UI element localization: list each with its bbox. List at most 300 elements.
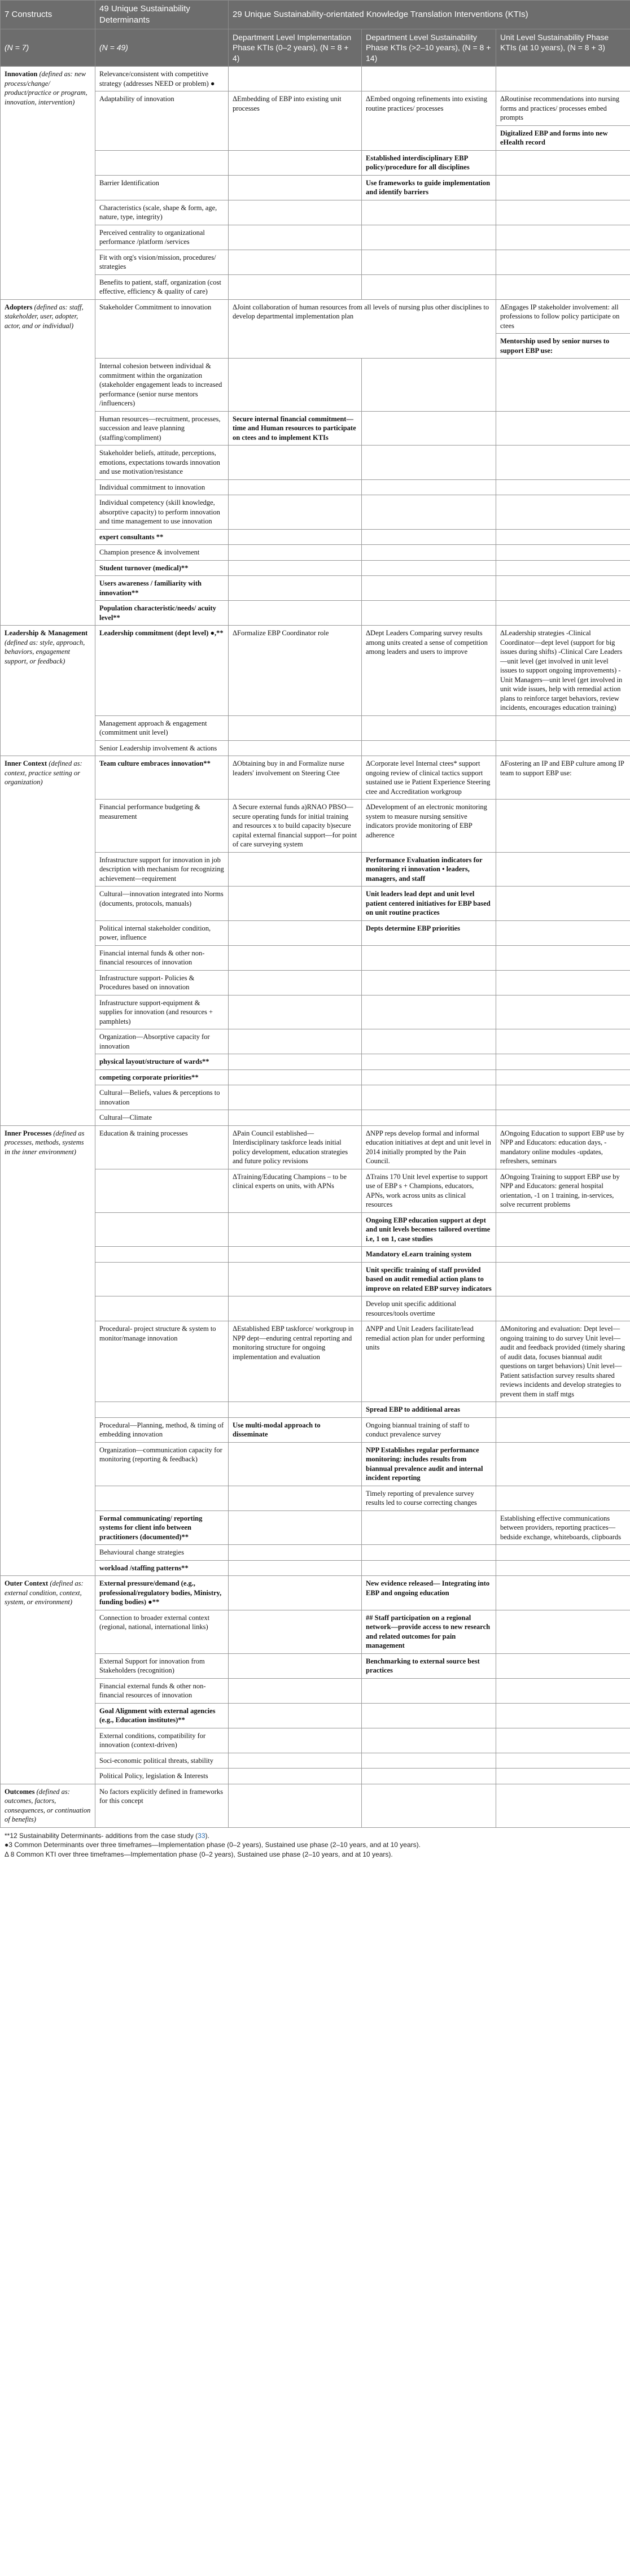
kti-sustainability-dept-cell bbox=[362, 1653, 496, 1678]
kti-sustainability-dept-cell bbox=[362, 495, 496, 530]
determinant-cell bbox=[95, 250, 229, 274]
kti-implementation-cell bbox=[229, 1247, 362, 1263]
determinant-cell bbox=[95, 1486, 229, 1510]
kti-sustainability-unit-cell bbox=[496, 1442, 630, 1486]
kti-implementation-cell bbox=[229, 560, 362, 576]
kti-sustainability-dept-text: NPP Establishes regular performance monitoring: includes results from biannual prevalence audit and internal incident reporting bbox=[366, 1446, 483, 1482]
kti-sustainability-unit-text: Mentorship used by senior nurses to support EBP use: bbox=[496, 333, 630, 355]
determinant-text: Characteristics (scale, shape & form, age, nature, type, integrity) bbox=[99, 203, 217, 221]
determinant-cell bbox=[95, 715, 229, 740]
construct-definition: (defined as processes, methods, systems in the inner environment) bbox=[5, 1129, 85, 1156]
kti-sustainability-dept-text: ΔEmbed ongoing refinements into existing routine practices/ processes bbox=[366, 95, 487, 112]
kti-sustainability-dept-cell bbox=[362, 800, 496, 853]
construct-cell bbox=[1, 1125, 95, 1576]
kti-sustainability-dept-text: Established interdisciplinary EBP policy/procedure for all disciplines bbox=[366, 154, 470, 171]
table-row bbox=[1, 1486, 630, 1510]
table-row bbox=[1, 250, 630, 274]
kti-sustainability-unit-text: ΔMonitoring and evaluation: Dept level—ongoing training to do survey Unit level—audit and feedback provided (timely sharing of audit data, focuses biannual audit questions on target behaviors) Unit level—Patient satisfaction survey results shared reviews incidents and develop strategies to prevent them in staff mtgs bbox=[500, 1325, 625, 1398]
header-n-sustainability-dept: (N = 8 + 14) bbox=[366, 43, 491, 63]
kti-sustainability-dept-text: Unit specific training of staff provided based on audit remedial action plans to improve on related EBP survey indicators bbox=[366, 1265, 492, 1293]
determinant-text: Organization—communication capacity for monitoring (reporting & feedback) bbox=[99, 1446, 222, 1463]
kti-sustainability-dept-cell bbox=[362, 1678, 496, 1703]
kti-sustainability-dept-cell bbox=[362, 1486, 496, 1510]
kti-implementation-text: Δ Secure external funds a)RNAO PBSO—secure operating funds for initial training and resources x to build capacity b)secure capital external financial support—for point of care surveying system bbox=[233, 803, 357, 848]
kti-sustainability-dept-cell bbox=[362, 945, 496, 970]
determinant-text: Adaptability of innovation bbox=[99, 95, 174, 103]
determinant-text: Political Policy, legislation & Interests bbox=[99, 1772, 208, 1780]
kti-sustainability-dept-cell bbox=[362, 995, 496, 1029]
construct-cell bbox=[1, 299, 95, 626]
kti-sustainability-dept-cell bbox=[362, 1247, 496, 1263]
determinant-cell bbox=[95, 1753, 229, 1769]
kti-sustainability-dept-cell bbox=[362, 67, 496, 91]
determinant-text: Financial external funds & other non-financial resources of innovation bbox=[99, 1682, 206, 1699]
kti-sustainability-dept-cell bbox=[362, 200, 496, 225]
kti-sustainability-dept-cell bbox=[362, 1753, 496, 1769]
table-row bbox=[1, 626, 630, 716]
kti-implementation-cell bbox=[229, 1321, 362, 1402]
kti-implementation-cell bbox=[229, 529, 362, 545]
kti-sustainability-dept-cell bbox=[362, 1212, 496, 1247]
kti-implementation-text: ΔJoint collaboration of human resources from all levels of nursing plus other disciplines to develop departmental implementation plan bbox=[233, 303, 489, 320]
table-row bbox=[1, 1296, 630, 1321]
determinant-text: Human resources—recruitment, processes, succession and leave planning (staffing/compliment) bbox=[99, 414, 221, 442]
footnote-2: ●3 Common Determinants over three timeframes—Implementation phase (0–2 years), Sustained use phase (2–10 years, and at 10 years). bbox=[5, 1841, 421, 1849]
table-row bbox=[1, 1125, 630, 1169]
kti-sustainability-dept-text: ## Staff participation on a regional network—provide access to new research and related outcomes for pain management bbox=[366, 1613, 491, 1649]
kti-sustainability-unit-cell bbox=[496, 1753, 630, 1769]
determinant-text: Procedural- project structure & system to monitor/manage innovation bbox=[99, 1325, 216, 1342]
kti-sustainability-dept-cell bbox=[362, 1442, 496, 1486]
construct-definition: (defined as: outcomes, factors, consequences, or continuation of benefits) bbox=[5, 1787, 91, 1823]
table-row bbox=[1, 852, 630, 887]
table-row bbox=[1, 970, 630, 995]
kti-implementation-cell bbox=[229, 626, 362, 716]
kti-sustainability-dept-cell bbox=[362, 1054, 496, 1070]
kti-sustainability-dept-cell bbox=[362, 1125, 496, 1169]
table-row bbox=[1, 200, 630, 225]
kti-sustainability-unit-cell bbox=[496, 1545, 630, 1561]
kti-sustainability-dept-cell bbox=[362, 1029, 496, 1054]
kti-sustainability-dept-cell bbox=[362, 1560, 496, 1576]
determinant-cell bbox=[95, 1029, 229, 1054]
determinant-text: Soci-economic political threats, stability bbox=[99, 1756, 214, 1765]
determinant-text: External Support for innovation from Stakeholders (recognition) bbox=[99, 1657, 205, 1674]
table-row bbox=[1, 1545, 630, 1561]
kti-sustainability-dept-cell bbox=[362, 887, 496, 921]
determinant-text: Cultural—innovation integrated into Norms (documents, protocols, manuals) bbox=[99, 890, 224, 907]
table-row bbox=[1, 479, 630, 495]
determinant-text: Goal Alignment with external agencies (e.g., Education institutes)** bbox=[99, 1706, 216, 1724]
kti-sustainability-unit-cell bbox=[496, 1610, 630, 1653]
determinant-cell bbox=[95, 1545, 229, 1561]
determinant-text: Infrastructure support- Policies & Procedures based on innovation bbox=[99, 973, 195, 991]
table-row bbox=[1, 1212, 630, 1247]
footnote-3: Δ 8 Common KTI over three timeframes—Implementation phase (0–2 years), Sustained use phase (2–10 years, and at 10 years). bbox=[5, 1850, 393, 1859]
kti-sustainability-dept-text: Depts determine EBP priorities bbox=[366, 924, 460, 932]
determinant-text: External conditions, compatibility for innovation (context-driven) bbox=[99, 1731, 206, 1749]
kti-sustainability-dept-cell bbox=[362, 411, 496, 446]
kti-sustainability-unit-text: ΔFostering an IP and EBP culture among IP team to support EBP use: bbox=[500, 759, 624, 777]
kti-implementation-cell bbox=[229, 1703, 362, 1728]
kti-sustainability-dept-cell bbox=[362, 529, 496, 545]
determinant-cell bbox=[95, 887, 229, 921]
determinant-cell bbox=[95, 1610, 229, 1653]
kti-implementation-cell bbox=[229, 887, 362, 921]
kti-sustainability-dept-cell bbox=[362, 274, 496, 299]
kti-sustainability-unit-text: ΔRoutinise recommendations into nursing forms and practices/ processes embed prompts bbox=[500, 95, 620, 121]
kti-sustainability-unit-cell bbox=[496, 715, 630, 740]
kti-sustainability-dept-cell bbox=[362, 1703, 496, 1728]
kti-implementation-cell bbox=[229, 1296, 362, 1321]
kti-sustainability-unit-cell bbox=[496, 995, 630, 1029]
kti-sustainability-dept-text: ΔNPP reps develop formal and informal education initiatives at dept and unit level in 2014 initially prompted by the Pain Council. bbox=[366, 1129, 491, 1165]
kti-implementation-text: ΔTraining/Educating Champions – to be clinical experts on units, with APNs bbox=[233, 1172, 347, 1190]
header-constructs: 7 Constructs bbox=[1, 1, 95, 29]
construct-name: Leadership & Management bbox=[5, 629, 88, 637]
kti-implementation-cell bbox=[229, 545, 362, 561]
kti-sustainability-unit-cell bbox=[496, 495, 630, 530]
determinant-text: Management approach & engagement (commitment unit level) bbox=[99, 719, 207, 736]
kti-implementation-cell bbox=[229, 1054, 362, 1070]
kti-sustainability-dept-cell bbox=[362, 1296, 496, 1321]
kti-implementation-text: ΔPain Council established— Interdisciplinary taskforce leads initial policy development, education strategies and future policy revisions bbox=[233, 1129, 348, 1165]
kti-sustainability-dept-cell bbox=[362, 756, 496, 800]
construct-definition: (defined as: staff, stakeholder, user, adopter, actor, and or individual) bbox=[5, 303, 84, 330]
kti-implementation-cell bbox=[229, 359, 362, 412]
kti-sustainability-dept-text: Performance Evaluation indicators for monitoring ri innovation • leaders, managers, and staff bbox=[366, 855, 483, 883]
kti-sustainability-unit-cell bbox=[496, 299, 630, 359]
table-row bbox=[1, 800, 630, 853]
table-row bbox=[1, 1029, 630, 1054]
determinant-text: Education & training processes bbox=[99, 1129, 188, 1137]
header-ktis: 29 Unique Sustainability-orientated Knowledge Translation Interventions (KTIs) bbox=[229, 1, 630, 29]
kti-implementation-text: Secure internal financial commitment—time and Human resources to participate on ctees and to implement KTIs bbox=[233, 414, 356, 442]
determinant-cell bbox=[95, 576, 229, 601]
determinant-cell bbox=[95, 800, 229, 853]
kti-sustainability-unit-cell bbox=[496, 852, 630, 887]
kti-sustainability-dept-cell bbox=[362, 446, 496, 480]
kti-sustainability-unit-cell bbox=[496, 1576, 630, 1610]
kti-sustainability-unit-cell bbox=[496, 1212, 630, 1247]
determinant-cell bbox=[95, 560, 229, 576]
kti-sustainability-unit-cell bbox=[496, 1262, 630, 1296]
kti-implementation-cell bbox=[229, 1486, 362, 1510]
kti-sustainability-dept-cell bbox=[362, 576, 496, 601]
kti-sustainability-dept-text: Benchmarking to external source best practices bbox=[366, 1657, 480, 1674]
table-row bbox=[1, 1247, 630, 1263]
determinant-cell bbox=[95, 1110, 229, 1126]
table-row bbox=[1, 756, 630, 800]
kti-sustainability-unit-cell bbox=[496, 626, 630, 716]
kti-sustainability-unit-cell bbox=[496, 1296, 630, 1321]
determinant-text: workload /staffing patterns** bbox=[99, 1564, 189, 1572]
table-row bbox=[1, 150, 630, 175]
table-row bbox=[1, 715, 630, 740]
kti-sustainability-dept-cell bbox=[362, 1610, 496, 1653]
construct-name: Adopters bbox=[5, 303, 33, 311]
kti-sustainability-unit-cell bbox=[496, 1769, 630, 1784]
kti-sustainability-dept-cell bbox=[362, 1069, 496, 1085]
kti-implementation-cell bbox=[229, 1560, 362, 1576]
kti-sustainability-dept-text: ΔNPP and Unit Leaders facilitate/lead remedial action plan for under performing units bbox=[366, 1325, 485, 1351]
kti-sustainability-unit-cell bbox=[496, 1784, 630, 1827]
table-row bbox=[1, 299, 630, 359]
kti-sustainability-unit-cell bbox=[496, 800, 630, 853]
kti-sustainability-dept-text: ΔTrains 170 Unit level expertise to support use of EBP s + Champions, educators, APNs, work across units as clinical resources bbox=[366, 1172, 488, 1208]
kti-sustainability-unit-cell bbox=[496, 1653, 630, 1678]
kti-implementation-cell bbox=[229, 1125, 362, 1169]
determinant-cell bbox=[95, 1510, 229, 1545]
kti-sustainability-unit-cell bbox=[496, 920, 630, 945]
determinant-text: Stakeholder beliefs, attitude, perceptions, emotions, expectations towards innovation and use motivation/resistance bbox=[99, 449, 220, 475]
determinant-text: Stakeholder Commitment to innovation bbox=[99, 303, 212, 311]
determinant-cell bbox=[95, 756, 229, 800]
kti-sustainability-dept-cell bbox=[362, 1784, 496, 1827]
header-n-implementation: (N = 8 + 4) bbox=[233, 43, 349, 63]
determinant-text: Leadership commitment (dept level) ●,** bbox=[99, 629, 224, 637]
kti-implementation-cell bbox=[229, 852, 362, 887]
construct-cell bbox=[1, 1784, 95, 1827]
kti-sustainability-unit-cell bbox=[496, 1054, 630, 1070]
determinant-text: competing corporate priorities** bbox=[99, 1073, 199, 1081]
kti-sustainability-dept-cell bbox=[362, 601, 496, 626]
construct-name: Inner Context bbox=[5, 759, 47, 767]
kti-sustainability-unit-cell bbox=[496, 225, 630, 250]
kti-implementation-cell bbox=[229, 920, 362, 945]
kti-sustainability-dept-cell bbox=[362, 626, 496, 716]
header-sustainability-dept: Department Level Sustainability Phase KTIs (>2–10 years), (N = 8 + 14) bbox=[362, 29, 496, 66]
construct-cell bbox=[1, 626, 95, 756]
kti-implementation-cell bbox=[229, 411, 362, 446]
kti-implementation-cell bbox=[229, 715, 362, 740]
determinant-text: Procedural—Planning, method, & timing of embedding innovation bbox=[99, 1421, 224, 1438]
kti-implementation-cell bbox=[229, 1262, 362, 1296]
kti-sustainability-unit-cell bbox=[496, 1169, 630, 1212]
kti-sustainability-dept-text: Unit leaders lead dept and unit level patient centered initiatives for EBP based on unit routine practices bbox=[366, 890, 491, 916]
kti-implementation-text: ΔObtaining buy in and Formalize nurse leaders' involvement on Steering Ctee bbox=[233, 759, 344, 777]
determinant-text: Student turnover (medical)** bbox=[99, 564, 189, 572]
kti-implementation-cell bbox=[229, 1678, 362, 1703]
determinant-text: External pressure/demand (e.g., professional/regulatory bodies, Ministry, funding bodies) ●** bbox=[99, 1579, 222, 1606]
table-row bbox=[1, 1560, 630, 1576]
kti-sustainability-dept-text: Timely reporting of prevalence survey results led to course correcting changes bbox=[366, 1489, 477, 1507]
kti-sustainability-unit-cell bbox=[496, 1510, 630, 1545]
kti-sustainability-unit-cell bbox=[496, 945, 630, 970]
determinant-text: Team culture embraces innovation** bbox=[99, 759, 211, 767]
determinant-text: Benefits to patient, staff, organization (cost effective, efficiency & quality of care) bbox=[99, 278, 221, 295]
determinant-text: Individual competency (skill knowledge, absorptive capacity) to perform innovation and time management to use innovation bbox=[99, 499, 220, 525]
kti-sustainability-dept-cell bbox=[362, 150, 496, 175]
determinant-text: Financial performance budgeting & measurement bbox=[99, 803, 200, 820]
table-row bbox=[1, 740, 630, 756]
kti-sustainability-unit-cell bbox=[496, 359, 630, 412]
kti-sustainability-unit-cell bbox=[496, 1321, 630, 1402]
construct-cell bbox=[1, 756, 95, 1126]
determinant-cell bbox=[95, 359, 229, 412]
determinant-text: Financial internal funds & other non-financial resources of innovation bbox=[99, 949, 205, 966]
kti-sustainability-dept-cell bbox=[362, 852, 496, 887]
determinant-cell bbox=[95, 411, 229, 446]
kti-implementation-cell bbox=[229, 1029, 362, 1054]
kti-implementation-cell bbox=[229, 1653, 362, 1678]
determinant-cell bbox=[95, 1054, 229, 1070]
determinant-cell bbox=[95, 1769, 229, 1784]
kti-sustainability-dept-text: Ongoing EBP education support at dept and unit levels becomes tailored overtime i.e, 1 on 1, case studies bbox=[366, 1216, 491, 1243]
determinant-cell bbox=[95, 1560, 229, 1576]
kti-implementation-cell bbox=[229, 67, 362, 91]
table-row bbox=[1, 1753, 630, 1769]
kti-sustainability-dept-cell bbox=[362, 1769, 496, 1784]
kti-sustainability-dept-cell bbox=[362, 1576, 496, 1610]
kti-sustainability-dept-cell bbox=[362, 1262, 496, 1296]
kti-sustainability-unit-cell bbox=[496, 1417, 630, 1442]
determinant-cell bbox=[95, 299, 229, 359]
kti-sustainability-unit-text: Establishing effective communications between providers, reporting practices— bedside exchange, whiteboards, clipboards bbox=[500, 1514, 622, 1541]
table-row bbox=[1, 1054, 630, 1070]
kti-sustainability-dept-text: New evidence released— Integrating into EBP and ongoing education bbox=[366, 1579, 490, 1597]
kti-sustainability-dept-text: Spread EBP to additional areas bbox=[366, 1405, 460, 1413]
determinant-cell bbox=[95, 970, 229, 995]
kti-implementation-text: ΔFormalize EBP Coordinator role bbox=[233, 629, 329, 637]
determinant-cell bbox=[95, 225, 229, 250]
kti-implementation-cell bbox=[229, 299, 496, 359]
table-row bbox=[1, 1769, 630, 1784]
kti-sustainability-unit-cell bbox=[496, 1069, 630, 1085]
kti-implementation-cell bbox=[229, 200, 362, 225]
kti-sustainability-unit-cell bbox=[496, 1728, 630, 1753]
kti-implementation-cell bbox=[229, 945, 362, 970]
table-body bbox=[1, 67, 630, 1828]
determinant-cell bbox=[95, 67, 229, 91]
determinant-cell bbox=[95, 626, 229, 716]
determinant-cell bbox=[95, 274, 229, 299]
table-row bbox=[1, 1576, 630, 1610]
kti-implementation-cell bbox=[229, 1769, 362, 1784]
determinant-text: Champion presence & involvement bbox=[99, 548, 200, 556]
table-row bbox=[1, 560, 630, 576]
table-row bbox=[1, 1703, 630, 1728]
construct-definition: (defined as: new process/change/ product/practice or program, innovation, intervention) bbox=[5, 70, 88, 106]
kti-sustainability-dept-cell bbox=[362, 560, 496, 576]
kti-implementation-cell bbox=[229, 1110, 362, 1126]
determinant-cell bbox=[95, 1678, 229, 1703]
determinant-cell bbox=[95, 995, 229, 1029]
determinant-cell bbox=[95, 1653, 229, 1678]
kti-implementation-text: ΔEstablished EBP taskforce/ workgroup in NPP dept—enduring central reporting and monitoring structure for ongoing implementation and evaluation bbox=[233, 1325, 354, 1361]
construct-name: Outcomes bbox=[5, 1787, 35, 1796]
kti-sustainability-unit-cell bbox=[496, 529, 630, 545]
table-row bbox=[1, 446, 630, 480]
kti-sustainability-unit-cell bbox=[496, 200, 630, 225]
determinant-cell bbox=[95, 1442, 229, 1486]
determinant-text: Users awareness / familiarity with innovation** bbox=[99, 579, 202, 597]
kti-sustainability-unit-text: Digitalized EBP and forms into new eHealth record bbox=[496, 125, 630, 147]
citation-link[interactable]: 33 bbox=[198, 1831, 205, 1840]
kti-implementation-cell bbox=[229, 479, 362, 495]
determinant-text: Barrier Identification bbox=[99, 178, 159, 187]
determinant-cell bbox=[95, 740, 229, 756]
kti-sustainability-unit-cell bbox=[496, 1402, 630, 1418]
determinant-cell bbox=[95, 200, 229, 225]
kti-implementation-cell bbox=[229, 1545, 362, 1561]
determinant-cell bbox=[95, 1125, 229, 1169]
kti-sustainability-unit-text: ΔOngoing Training to support EBP use by NPP and Educators: general hospital orientation, -1 on 1 training, in-services, solve recurrent problems bbox=[500, 1172, 620, 1208]
kti-sustainability-unit-cell bbox=[496, 601, 630, 626]
kti-sustainability-dept-cell bbox=[362, 545, 496, 561]
kti-sustainability-unit-cell bbox=[496, 1486, 630, 1510]
determinant-cell bbox=[95, 495, 229, 530]
header-determinants: 49 Unique Sustainability Determinants bbox=[95, 1, 229, 29]
kti-sustainability-dept-cell bbox=[362, 91, 496, 151]
kti-sustainability-unit-text: ΔLeadership strategies -Clinical Coordinator—dept level (support for big issues during shifts) -Clinical Care Leaders—unit level (get involved in unit level issues to support ongoing improvements) -Unit Managers—unit level (get involved in unit wide issues, help with remedial action plans to reinforce target behaviors, review incidents, encourages education training) bbox=[500, 629, 623, 711]
kti-sustainability-unit-cell bbox=[496, 1085, 630, 1110]
kti-sustainability-unit-cell bbox=[496, 756, 630, 800]
determinant-cell bbox=[95, 1321, 229, 1402]
kti-implementation-cell bbox=[229, 740, 362, 756]
kti-sustainability-dept-cell bbox=[362, 175, 496, 200]
kti-implementation-cell bbox=[229, 601, 362, 626]
determinant-cell bbox=[95, 1169, 229, 1212]
construct-definition: (defined as: external condition, context, system, or environment) bbox=[5, 1579, 84, 1606]
kti-sustainability-unit-cell bbox=[496, 1125, 630, 1169]
determinant-cell bbox=[95, 1728, 229, 1753]
determinant-cell bbox=[95, 175, 229, 200]
determinant-cell bbox=[95, 601, 229, 626]
determinant-cell bbox=[95, 1576, 229, 1610]
kti-sustainability-dept-cell bbox=[362, 1110, 496, 1126]
table-row bbox=[1, 576, 630, 601]
kti-sustainability-unit-cell bbox=[496, 1560, 630, 1576]
table-row bbox=[1, 91, 630, 151]
determinant-text: Relevance/consistent with competitive strategy (addresses NEED or problem) ● bbox=[99, 70, 215, 88]
kti-sustainability-unit-cell bbox=[496, 67, 630, 91]
kti-implementation-cell bbox=[229, 446, 362, 480]
kti-implementation-cell bbox=[229, 1784, 362, 1827]
kti-sustainability-unit-cell bbox=[496, 175, 630, 200]
kti-sustainability-dept-text: ΔDept Leaders Comparing survey results among units created a sense of competition among leaders and users to improve bbox=[366, 629, 488, 656]
determinant-text: Perceived centrality to organizational performance /platform /services bbox=[99, 228, 205, 246]
table-row bbox=[1, 1262, 630, 1296]
determinant-text: Infrastructure support for innovation in job description with mechanism for recognizing achievement—requirement bbox=[99, 855, 224, 883]
determinant-text: Internal cohesion between individual & commitment within the organization (stakeholder engagement leads to increased performance (senior nurse mentors /influencers) bbox=[99, 362, 222, 407]
determinant-cell bbox=[95, 1212, 229, 1247]
kti-sustainability-dept-cell bbox=[362, 359, 496, 412]
header-n-sustainability-unit: (N = 8 + 3) bbox=[567, 43, 605, 53]
kti-sustainability-dept-text: Use frameworks to guide implementation and identify barriers bbox=[366, 178, 491, 196]
kti-sustainability-unit-cell bbox=[496, 887, 630, 921]
kti-implementation-cell bbox=[229, 250, 362, 274]
kti-sustainability-unit-cell bbox=[496, 576, 630, 601]
kti-sustainability-dept-cell bbox=[362, 920, 496, 945]
determinant-cell bbox=[95, 545, 229, 561]
kti-sustainability-unit-cell bbox=[496, 1247, 630, 1263]
table-row bbox=[1, 175, 630, 200]
footnote-1: **12 Sustainability Determinants- additions from the case study (33). bbox=[5, 1831, 209, 1840]
determinant-cell bbox=[95, 945, 229, 970]
kti-sustainability-dept-cell bbox=[362, 1728, 496, 1753]
determinant-cell bbox=[95, 1247, 229, 1263]
kti-sustainability-unit-cell bbox=[496, 740, 630, 756]
construct-cell bbox=[1, 67, 95, 300]
determinant-cell bbox=[95, 1402, 229, 1418]
construct-definition: (defined as: style, approach, behaviors, engagement support, or feedback) bbox=[5, 638, 85, 665]
kti-implementation-text: Use multi-modal approach to disseminate bbox=[233, 1421, 321, 1438]
determinant-text: Cultural—Beliefs, values & perceptions to innovation bbox=[99, 1089, 220, 1106]
table-row bbox=[1, 1784, 630, 1827]
kti-sustainability-unit-cell bbox=[496, 1110, 630, 1126]
table-row bbox=[1, 1110, 630, 1126]
